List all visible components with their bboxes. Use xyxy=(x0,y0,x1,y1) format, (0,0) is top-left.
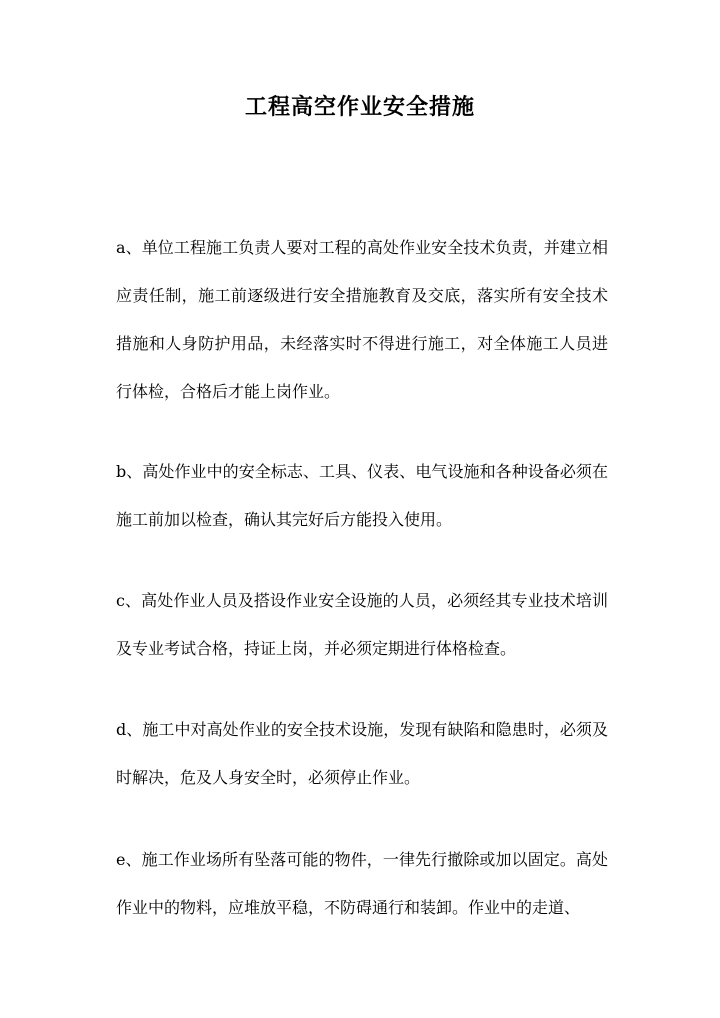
document-title: 工程高空作业安全措施 xyxy=(244,95,475,120)
paragraph-d: d、施工中对高处作业的安全技术设施，发现有缺陷和隐患时，必须及时解决，危及人身安全时，必须停止作业。 xyxy=(116,720,608,787)
paragraph-b: b、高处作业中的安全标志、工具、仪表、电气设施和各种设备必须在施工前加以检查，确认其完好后方能投入使用。 xyxy=(116,462,608,529)
paragraph-e: e、施工作业场所有坠落可能的物件，一律先行撤除或加以固定。高处作业中的物料，应堆放平稳，不防碍通行和装卸。作业中的走道、 xyxy=(116,850,608,917)
paragraph-c: c、高处作业人员及搭设作业安全设施的人员，必须经其专业技术培训及专业考试合格，持证上岗，并必须定期进行体格检查。 xyxy=(116,591,608,658)
paragraph-a: a、单位工程施工负责人要对工程的高处作业安全技术负责，并建立相应责任制，施工前逐级进行安全措施教育及交底，落实所有安全技术措施和人身防护用品，未经落实时不得进行施工，对全体施工人员进行体检，合格后才能上岗作业。 xyxy=(116,238,608,401)
